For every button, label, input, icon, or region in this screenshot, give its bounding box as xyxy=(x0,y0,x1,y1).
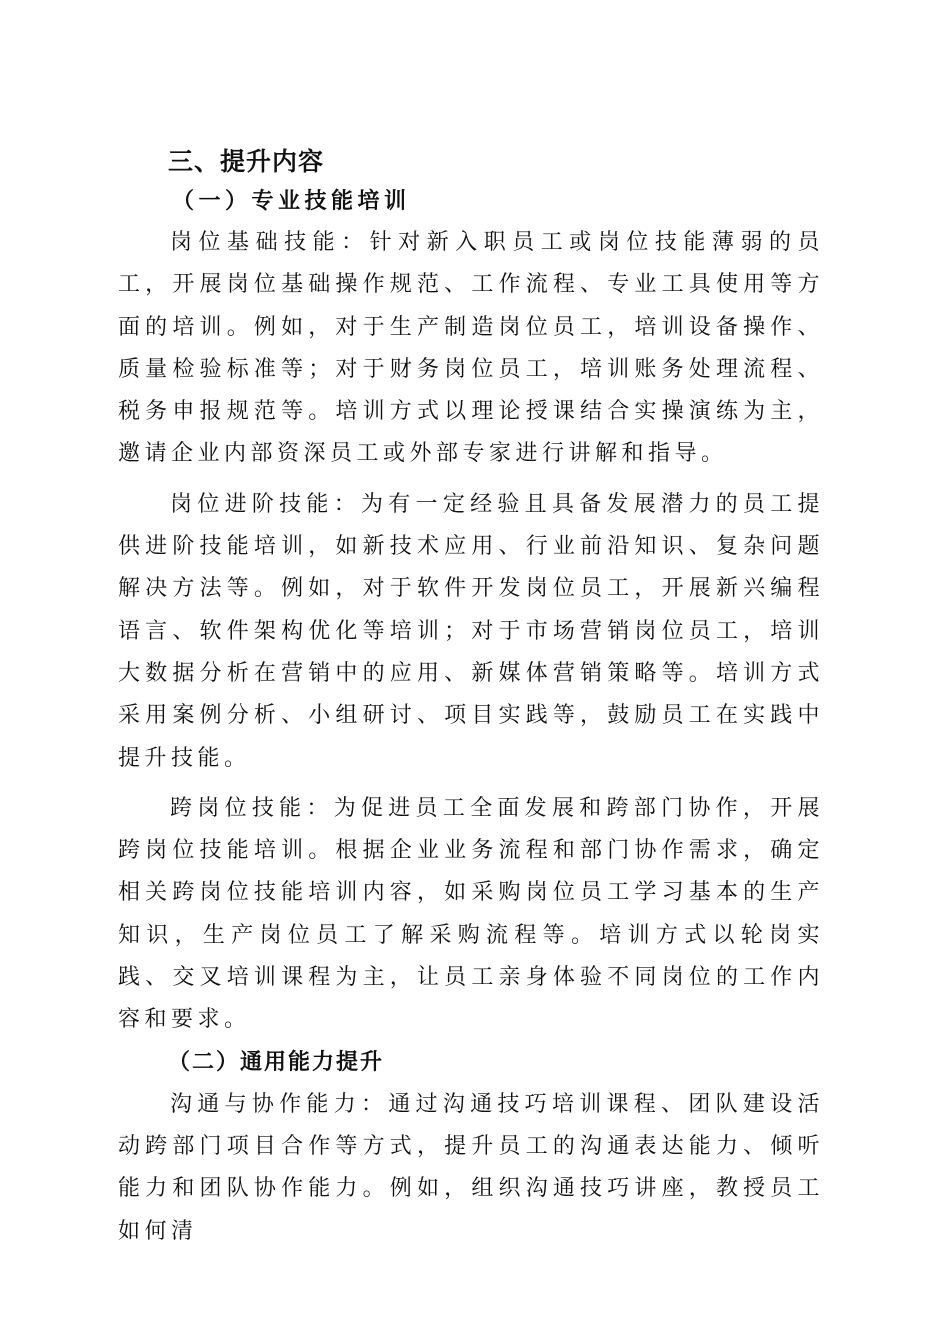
paragraph-cross-post-skills: 跨岗位技能：为促进员工全面发展和跨部门协作，开展跨岗位技能培训。根据企业业务流程和部门协作需求，确定相关跨岗位技能培训内容，如采购岗位员工学习基本的生产知识，生产岗位员工了解采购流程等。培训方式以轮岗实践、交叉培训课程为主，让员工亲身体验不同岗位的工作内容和要求。 xyxy=(118,795,824,1033)
subsection-title-professional-skills: （一）专业技能培训 xyxy=(172,188,411,214)
paragraph-advanced-skills: 岗位进阶技能：为有一定经验且具备发展潜力的员工提供进阶技能培训，如新技术应用、行业前沿知识、复杂问题解决方法等。例如，对于软件开发岗位员工，开展新兴编程语言、软件架构优化等培训；对于市场营销岗位员工，培训大数据分析在营销中的应用、新媒体营销策略等。培训方式采用案例分析、小组研讨、项目实践等，鼓励员工在实践中提升技能。 xyxy=(118,491,824,771)
paragraph-basic-skills: 岗位基础技能：针对新入职员工或岗位技能薄弱的员工，开展岗位基础操作规范、工作流程、专业工具使用等方面的培训。例如，对于生产制造岗位员工，培训设备操作、质量检验标准等；对于财务岗位员工，培训账务处理流程、税务申报规范等。培训方式以理论授课结合实操演练为主，邀请企业内部资深员工或外部专家进行讲解和指导。 xyxy=(118,230,824,467)
subsection-title-general-abilities: （二）通用能力提升 xyxy=(168,1049,385,1075)
section-title: 三、提升内容 xyxy=(168,147,325,176)
paragraph-communication: 沟通与协作能力：通过沟通技巧培训课程、团队建设活动跨部门项目合作等方式，提升员工的沟通表达能力、倾听能力和团队协作能力。例如，组织沟通技巧讲座，教授员工如何清 xyxy=(118,1091,824,1244)
document-body xyxy=(118,144,824,1253)
